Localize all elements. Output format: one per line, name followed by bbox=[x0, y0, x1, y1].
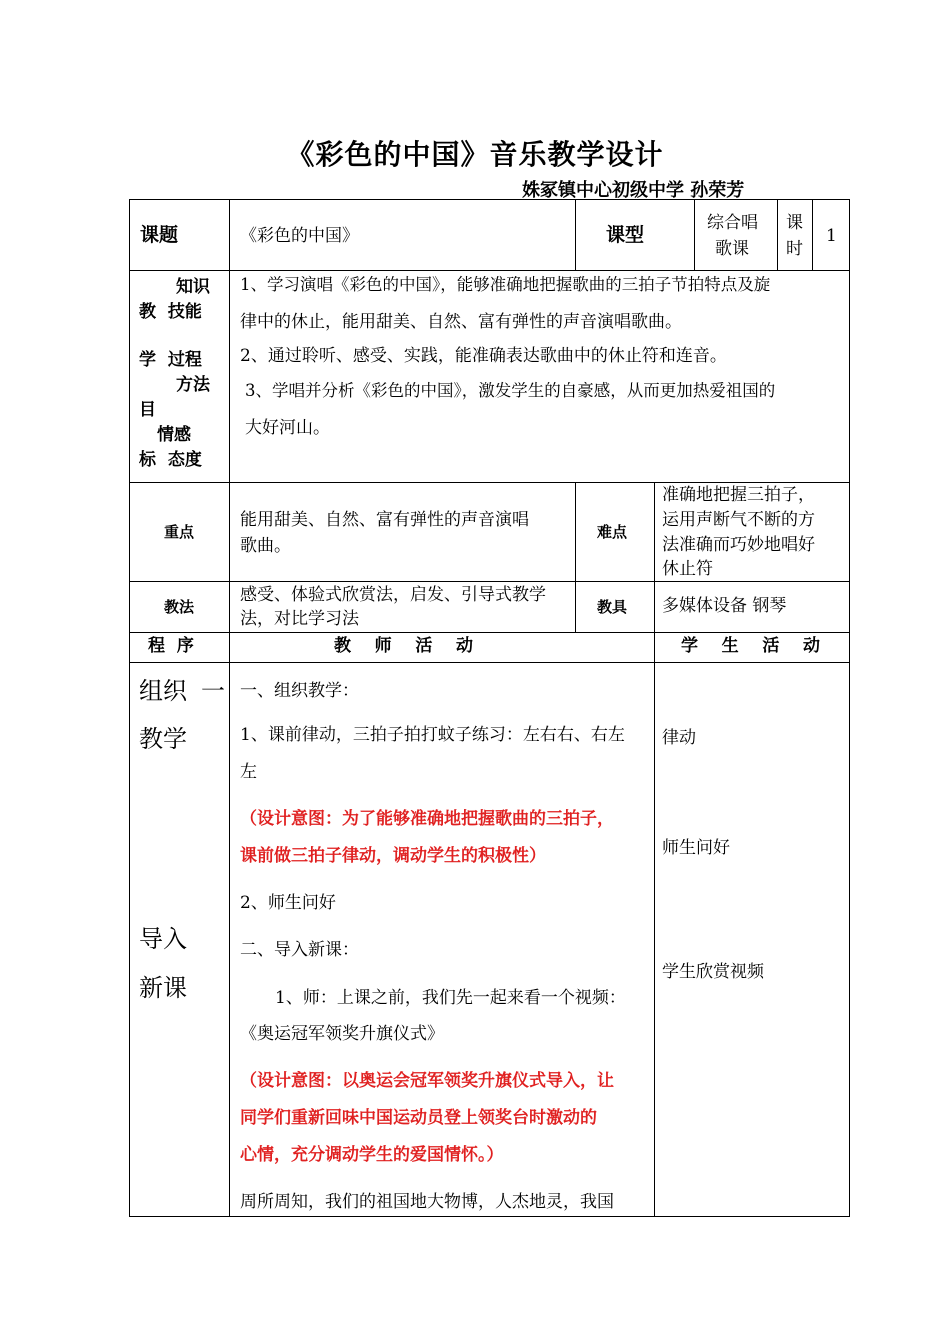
design-note: 同学们重新回味中国运动员登上领奖台时激动的 bbox=[240, 1108, 597, 1128]
col-divider bbox=[777, 199, 778, 271]
method-line: 感受、体验式欣赏法，启发、引导式教学 bbox=[240, 585, 546, 605]
goal-line: 2、通过聆听、感受、实践，能准确表达歌曲中的休止符和连音。 bbox=[240, 346, 727, 366]
topic-value: 《彩色的中国》 bbox=[240, 226, 359, 246]
teacher-line: 《奥运冠军领奖升旗仪式》 bbox=[240, 1024, 444, 1044]
goal-label-method: 方法 bbox=[176, 375, 210, 395]
key-line: 能用甜美、自然、富有弹性的声音演唱 bbox=[240, 510, 529, 530]
col-header-teacher: 教 师 活 动 bbox=[334, 636, 474, 656]
col-divider bbox=[812, 199, 813, 271]
goal-line: 3、学唱并分析《彩色的中国》，激发学生的自豪感，从而更加热爱祖国的 bbox=[245, 381, 776, 400]
goal-line: 律中的休止，能用甜美、自然、富有弹性的声音演唱歌曲。 bbox=[240, 312, 682, 332]
procedure-step-1-suffix: 一 bbox=[201, 677, 225, 705]
student-activity: 师生问好 bbox=[662, 838, 730, 858]
type-value-line1: 综合唱 bbox=[707, 213, 758, 233]
col-divider bbox=[654, 482, 655, 632]
row-divider bbox=[129, 270, 850, 271]
period-label-line2: 时 bbox=[786, 239, 803, 259]
difficulty-line: 准确地把握三拍子， bbox=[662, 485, 815, 505]
difficulty-line: 休止符 bbox=[662, 559, 713, 579]
teacher-line: 周所周知，我们的祖国地大物博，人杰地灵，我国 bbox=[240, 1192, 614, 1212]
type-value-line2: 歌课 bbox=[715, 239, 749, 259]
procedure-step-1-line2: 教学 bbox=[139, 725, 187, 753]
method-line: 法，对比学习法 bbox=[240, 609, 359, 629]
goal-line: 1、学习演唱《彩色的中国》，能够准确地把握歌曲的三拍子节拍特点及旋 bbox=[240, 275, 771, 294]
col-divider bbox=[229, 199, 230, 1217]
difficulty-line: 运用声断气不断的方 bbox=[662, 510, 815, 530]
key-line: 歌曲。 bbox=[240, 536, 291, 556]
teacher-line: 二、导入新课： bbox=[240, 940, 359, 960]
col-divider bbox=[575, 482, 576, 632]
col-header-student: 学 生 活 动 bbox=[681, 636, 821, 656]
period-label-line1: 课 bbox=[786, 213, 803, 233]
row-divider bbox=[129, 662, 850, 663]
teacher-line: 左 bbox=[240, 762, 257, 782]
teacher-line: 2、师生问好 bbox=[240, 893, 336, 913]
teacher-line: 一、组织教学： bbox=[240, 681, 359, 701]
procedure-step-2: 导入 bbox=[139, 925, 187, 953]
col-divider bbox=[694, 199, 695, 271]
procedure-step-1: 组织 bbox=[139, 677, 187, 705]
goal-label-process: 学 过程 bbox=[139, 350, 202, 370]
tools-value: 多媒体设备 钢琴 bbox=[662, 596, 787, 616]
teacher-line: 1、师：上课之前，我们先一起来看一个视频： bbox=[275, 988, 626, 1008]
period-value: 1 bbox=[826, 226, 837, 246]
goal-label-emotion: 情感 bbox=[157, 425, 191, 445]
type-label: 课型 bbox=[606, 224, 645, 246]
document-title: 《彩色的中国》音乐教学设计 bbox=[286, 138, 664, 171]
design-note: （设计意图：为了能够准确地把握歌曲的三拍子， bbox=[240, 809, 614, 829]
design-note: 心情，充分调动学生的爱国情怀。） bbox=[240, 1145, 504, 1165]
author-line: 姝冢镇中心初级中学 孙荣芳 bbox=[522, 180, 745, 201]
goal-label-attitude: 标 态度 bbox=[139, 450, 202, 470]
goal-label-knowledge: 知识 bbox=[176, 277, 210, 297]
col-header-procedure: 程 序 bbox=[148, 636, 194, 656]
design-note: （设计意图：以奥运会冠军领奖升旗仪式导入，让 bbox=[240, 1071, 614, 1091]
design-note: 课前做三拍子律动，调动学生的积极性） bbox=[240, 846, 546, 866]
student-activity: 律动 bbox=[662, 728, 696, 748]
col-divider bbox=[575, 199, 576, 271]
tools-label: 教具 bbox=[597, 598, 628, 616]
teacher-line: 1、课前律动，三拍子拍打蚊子练习：左右右、右左 bbox=[240, 725, 625, 745]
key-label: 重点 bbox=[164, 523, 195, 541]
goal-line: 大好河山。 bbox=[245, 418, 330, 438]
col-divider bbox=[654, 632, 655, 1217]
student-activity: 学生欣赏视频 bbox=[662, 962, 764, 982]
procedure-step-2-line2: 新课 bbox=[139, 974, 187, 1002]
difficulty-line: 法准确而巧妙地唱好 bbox=[662, 535, 815, 555]
topic-label: 课题 bbox=[140, 224, 179, 246]
goal-label-skills: 教 技能 bbox=[139, 302, 202, 322]
goal-label-mu: 目 bbox=[139, 400, 156, 420]
method-label: 教法 bbox=[164, 598, 195, 616]
difficulty-label: 难点 bbox=[597, 523, 628, 541]
